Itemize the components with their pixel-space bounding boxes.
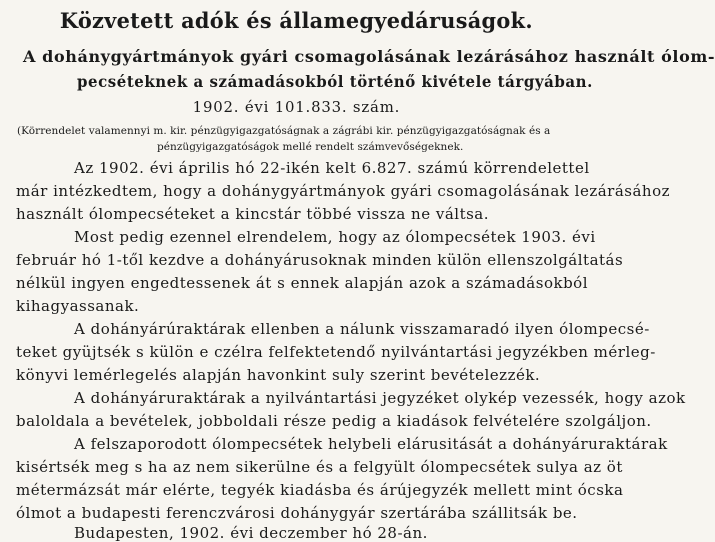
subtitle-line-2: pecséteknek a számadásokból történő kivétele tárgyában. xyxy=(77,72,593,91)
body-line-3: használt ólompecséteket a kincstár többé vissza ne váltsa. xyxy=(16,205,490,223)
body-line-10: könyvi lemérlegelés alapján havonkint suly szerint bevételezzék. xyxy=(16,366,541,384)
body-line-16: ólmot a budapesti ferenczvárosi dohánygyár szertárába szállitsák be. xyxy=(16,504,578,522)
body-line-1: Az 1902. évi április hó 22-ikén kelt 6.827. számú körrendelettel xyxy=(74,159,590,177)
body-line-7: kihagyassanak. xyxy=(16,297,140,315)
body-line-11: A dohányáruraktárak a nyilvántartási jegyzéket olykép vezessék, hogy azok xyxy=(74,389,686,407)
document-title: Közvetett adók és államegyedáruságok. xyxy=(59,8,533,33)
body-line-2: már intézkedtem, hogy a dohánygyártmányok gyári csomagolásának lezárásához xyxy=(16,182,671,200)
body-line-15: métermázsát már elérte, tegyék kiadásba és árújegyzék mellett mint ócska xyxy=(16,481,624,499)
body-line-8: A dohányárúraktárak ellenben a nálunk visszamaradó ilyen ólompecsé- xyxy=(74,320,650,338)
body-line-6: nélkül ingyen engedtessenek át s ennek alapján azok a számadásokból xyxy=(16,274,588,292)
body-line-9: teket gyüjtsék s külön e czélra felfektetendő nyilvántartási jegyzékben mérleg- xyxy=(16,343,656,361)
body-line-12: baloldala a bevételek, jobboldali része pedig a kiadások felvételére szolgáljon. xyxy=(16,412,652,430)
body-line-4: Most pedig ezennel elrendelem, hogy az ólompecsétek 1903. évi xyxy=(74,228,596,246)
body-line-13: A felszaporodott ólompecsétek helybeli elárusitását a dohányáruraktárak xyxy=(74,435,668,453)
subtitle-line-1: A dohánygyártmányok gyári csomagolásának lezárásához használt ólom- xyxy=(23,47,715,66)
addressee-line-2: pénzügyigazgatóságok mellé rendelt számvevőségeknek. xyxy=(157,141,464,153)
body-line-14: kisértsék meg s ha az nem sikerülne és a felgyült ólompecsétek sulya az öt xyxy=(16,458,623,476)
document-number: 1902. évi 101.833. szám. xyxy=(192,98,401,116)
closing-date-line: Budapesten, 1902. évi deczember hó 28-án. xyxy=(74,524,428,542)
addressee-line-1: (Körrendelet valamennyi m. kir. pénzügyigazgatóságnak a zágrábi kir. pénzügyigazgatóságnak és a xyxy=(17,125,551,137)
body-line-5: február hó 1-től kezdve a dohányárusoknak minden külön ellenszolgáltatás xyxy=(16,251,624,269)
